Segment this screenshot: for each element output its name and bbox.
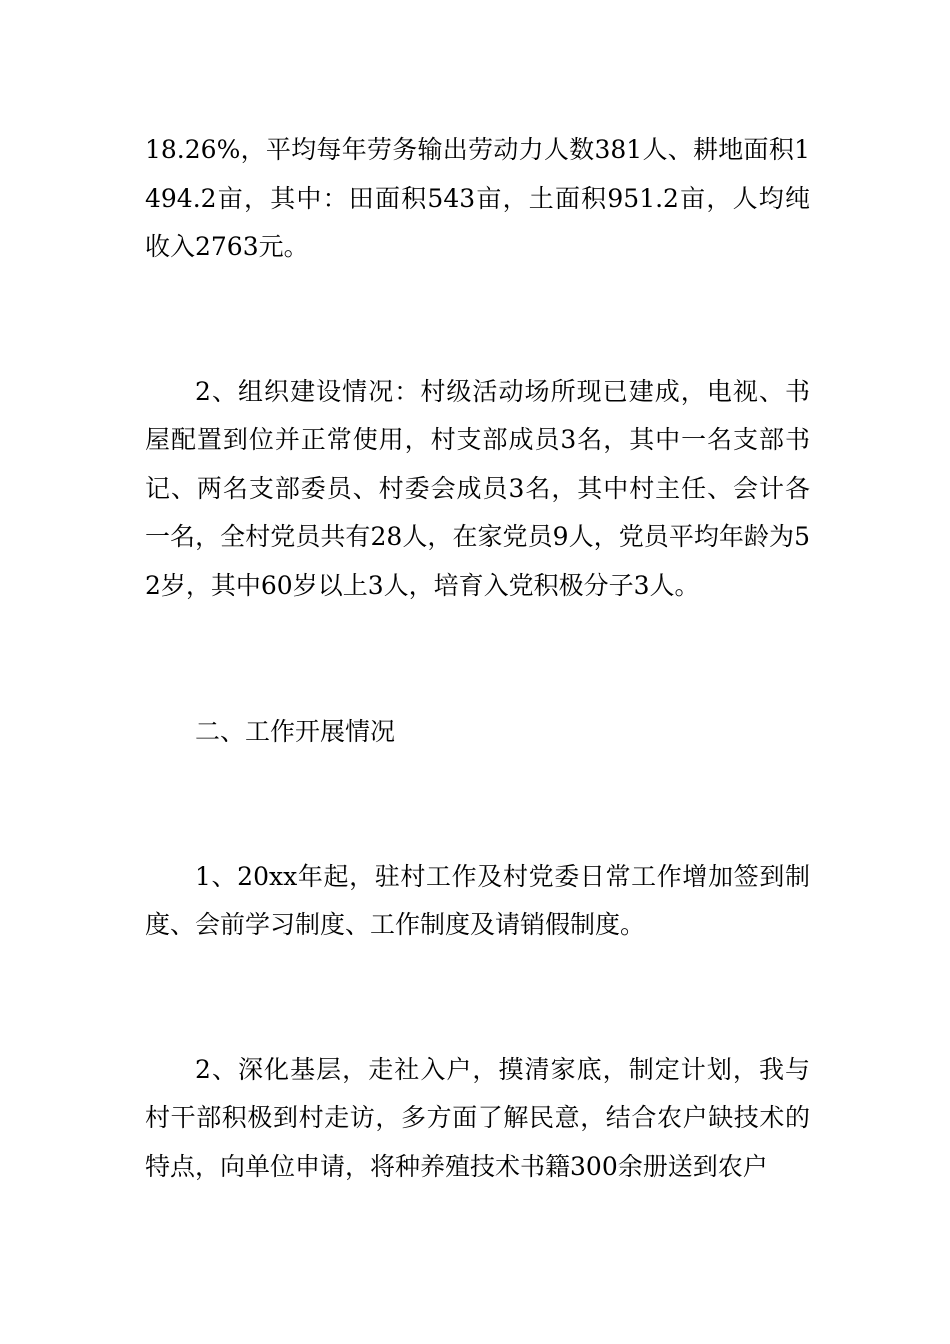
paragraph-grassroots-visits: 2、深化基层，走社入户，摸清家底，制定计划，我与村干部积极到村走访，多方面了解民意，结合农户缺技术的特点，向单位申请，将种养殖技术书籍300余册送到农户 [145,1054,810,1181]
paragraph-organization-construction: 2、组织建设情况：村级活动场所现已建成，电视、书屋配置到位并正常使用，村支部成员3名，其中一名支部书记、两名支部委员、村委会成员3名，其中村主任、会计各一名，全村党员共有28人，在家党员9人，党员平均年龄为52岁，其中60岁以上3人，培育入党积极分子3人。 [145,376,810,600]
document-body [145,126,810,1191]
paragraph-population-land: 18.26%，平均每年劳务输出劳动力人数381人、耕地面积1494.2亩，其中：田面积543亩，土面积951.2亩，人均纯收入2763元。 [145,135,810,261]
paragraph-work-systems: 1、20xx年起，驻村工作及村党委日常工作增加签到制度、会前学习制度、工作制度及请销假制度。 [145,861,810,939]
section-heading-work-progress: 二、工作开展情况 [195,717,396,746]
